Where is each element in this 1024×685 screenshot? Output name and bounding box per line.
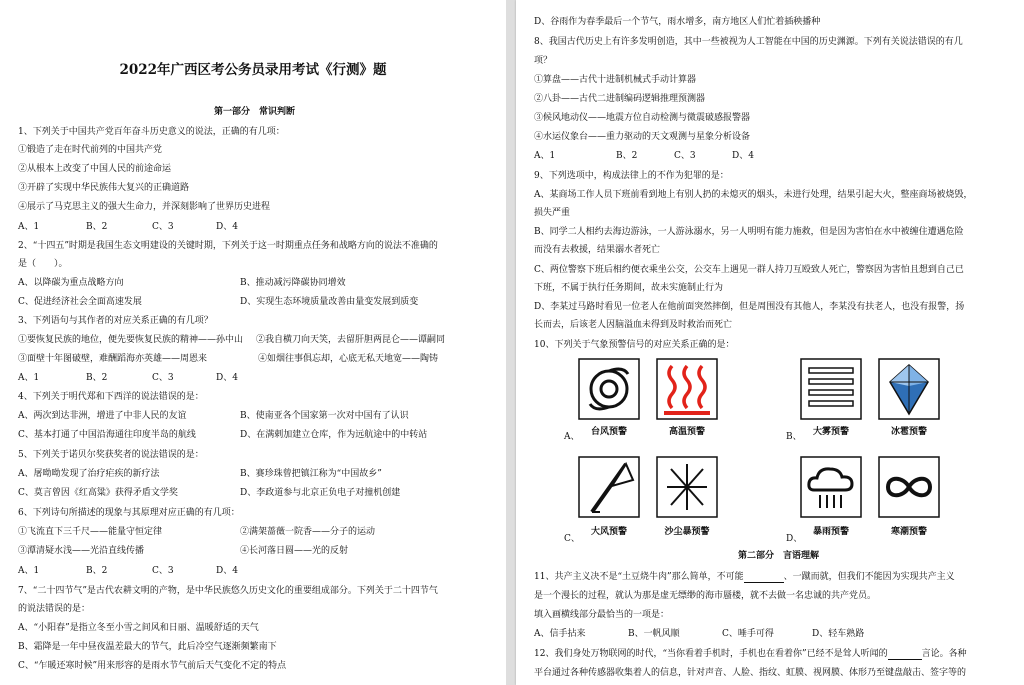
q11-stem	[534, 571, 955, 583]
q6-option-b[interactable]: B、2	[86, 566, 108, 576]
q4-stem: 4、下列关于明代郑和下西洋的说法错误的是：	[18, 392, 204, 402]
q4-option-b[interactable]: B、使南亚各个国家第一次对中国有了认识	[240, 411, 409, 421]
fill-blank[interactable]	[888, 650, 922, 660]
q2-stem: 2、“十四五”时期是我国生态文明建设的关键时期，下列关于这一时期重点任务和战略方向的说法不准确的	[18, 241, 438, 251]
q10-option-b[interactable]: B、	[786, 432, 802, 442]
rainstorm-warning-icon	[800, 456, 862, 518]
q7-stem: 7、“二十四节气”是古代农耕文明的产物，是中华民族悠久历史文化的重要组成部分。下列关于二十四节气	[18, 586, 438, 596]
q3-item: ①要恢复民族的地位，便先要恢复民族的精神——孙中山	[18, 335, 244, 345]
q2-option-d[interactable]: D、实现生态环境质量改善由量变发展到质变	[240, 297, 419, 307]
q9-option-b-cont: 而没有去救援，结果溺水者死亡	[534, 245, 661, 255]
q1-option-b[interactable]: B、2	[86, 222, 108, 232]
q9-option-b[interactable]: B、同学二人相约去海边游泳，一人游泳溺水，另一人明明有能力施救，但是因为害怕在水中被缠住遭遇危险	[534, 227, 964, 237]
q3-option-d[interactable]: D、4	[216, 373, 238, 383]
q2-option-c[interactable]: C、促进经济社会全面高速发展	[18, 297, 142, 307]
q8-item: ③候风地动仪——地震方位自动检测与微震破感报警器	[534, 113, 751, 123]
caption-hail: 冰雹预警	[890, 427, 927, 437]
q4-option-a[interactable]: A、两次到达非洲，增进了中非人民的友谊	[18, 411, 187, 421]
q4-option-c[interactable]: C、基本打通了中国沿海通往印度半岛的航线	[18, 430, 196, 440]
q6-stem: 6、下列诗句所描述的现象与其原理对应正确的有几项：	[18, 508, 240, 518]
q8-stem: 8、我国古代历史上有许多发明创造，其中一些被视为人工智能在中国的历史渊源。下列有关说法错误的有几	[534, 37, 963, 47]
q1-item: ③开辟了实现中华民族伟大复兴的正确道路	[18, 183, 190, 193]
q3-option-b[interactable]: B、2	[86, 373, 108, 383]
section-heading-part2: 第二部分 言语理解	[738, 551, 820, 561]
q10-option-c[interactable]: C、	[564, 534, 580, 544]
q6-option-d[interactable]: D、4	[216, 566, 238, 576]
q9-option-a[interactable]: A、某商场工作人员下班前看到地上有别人扔的未熄灭的烟头，未进行处理，结果引起大火，整座商场被烧毁，	[534, 190, 973, 200]
q2-option-a[interactable]: A、以降碳为重点战略方向	[18, 278, 124, 288]
q3-item: ④如烟往事俱忘却，心底无私天地宽——陶铸	[258, 354, 439, 364]
q8-item: ①算盘——古代十进制机械式手动计算器	[534, 75, 697, 85]
q11-option-b[interactable]: B、一帆风顺	[628, 629, 680, 639]
q10-option-a[interactable]: A、	[564, 432, 580, 442]
section-heading-part1: 第一部分 常识判断	[214, 107, 296, 117]
q1-option-a[interactable]: A、1	[18, 222, 40, 232]
q3-option-c[interactable]: C、3	[152, 373, 174, 383]
q11-stem-cont: 是一个漫长的过程，就认为那是虚无缥缈的海市蜃楼，就不去做一名忠诚的共产党员。	[534, 591, 877, 601]
q9-option-a-cont: 损失严重	[534, 208, 571, 218]
caption-typhoon: 台风预警	[590, 427, 627, 437]
q9-option-c[interactable]: C、两位警察下班后相约便衣乘坐公交，公交车上遇见一群人持刀互殴致人死亡，警察因为害怕且想到自己已	[534, 265, 964, 275]
q6-option-c[interactable]: C、3	[152, 566, 174, 576]
left-page	[0, 0, 506, 685]
q5-stem: 5、下列关于诺贝尔奖获奖者的说法错误的是：	[18, 450, 204, 460]
q11-option-c[interactable]: C、唾手可得	[722, 629, 774, 639]
q1-option-d[interactable]: D、4	[216, 222, 238, 232]
q8-option-d[interactable]: D、4	[732, 151, 754, 161]
q5-option-b[interactable]: B、赛珍珠曾把镇江称为“中国故乡”	[240, 469, 382, 479]
q9-option-d[interactable]: D、李某过马路时看见一位老人在他前面突然摔倒，但是周围没有其他人，李某没有扶老人，也没有报警，扬	[534, 302, 965, 312]
q7-option-c[interactable]: C、“乍暖还寒时候”用来形容的是雨水节气前后天气变化不定的特点	[18, 661, 287, 671]
q8-option-b[interactable]: B、2	[616, 151, 638, 161]
q7-stem-cont: 的说法错误的是：	[18, 604, 91, 614]
q11-option-a[interactable]: A、信手拈来	[534, 629, 586, 639]
caption-cold-wave: 寒潮预警	[890, 527, 927, 537]
q3-option-a[interactable]: A、1	[18, 373, 40, 383]
q12-stem	[534, 648, 967, 660]
fill-blank[interactable]	[744, 573, 784, 583]
q3-item: ③面壁十年图破壁，难酬蹈海亦英雄——周恩来	[18, 354, 208, 364]
q9-option-d-cont: 长而去，后该老人因脑溢血未得到及时救治而死亡	[534, 320, 733, 330]
caption-heat: 高温预警	[668, 427, 705, 437]
q1-item: ②从根本上改变了中国人民的前途命运	[18, 164, 172, 174]
q11-instruction: 填入画横线部分最恰当的一项是：	[534, 610, 670, 620]
q8-item: ④水运仪象台——重力驱动的天文观测与星象分析设备	[534, 132, 751, 142]
q7-option-d[interactable]: D、谷雨作为春季最后一个节气，雨水增多，南方地区人们忙着插秧播种	[534, 17, 821, 27]
q2-option-b[interactable]: B、推动减污降碳协同增效	[240, 278, 346, 288]
q11-stem-part: 、一蹴而就，但我们不能因为实现共产主义	[783, 572, 955, 582]
q9-option-c-cont: 下班，不属于执行任务期间，故未实施制止行为	[534, 283, 724, 293]
page-gutter	[506, 0, 516, 685]
hail-warning-icon	[878, 358, 940, 420]
q8-option-a[interactable]: A、1	[534, 151, 556, 161]
q3-item: ②我自横刀向天笑，去留肝胆两昆仑——谭嗣同	[256, 335, 446, 345]
q5-option-c[interactable]: C、莫言曾因《红高粱》获得矛盾文学奖	[18, 488, 178, 498]
q6-item: ①飞流直下三千尺——能量守恒定律	[18, 527, 163, 537]
q5-option-d[interactable]: D、李政道参与北京正负电子对撞机创建	[240, 488, 401, 498]
q6-item: ④长河落日圆——光的反射	[240, 546, 349, 556]
q8-option-c[interactable]: C、3	[674, 151, 696, 161]
cold-wave-warning-icon	[878, 456, 940, 518]
q5-option-a[interactable]: A、屠呦呦发现了治疗疟疾的新疗法	[18, 469, 160, 479]
q1-option-c[interactable]: C、3	[152, 222, 174, 232]
caption-fog: 大雾预警	[812, 427, 849, 437]
q11-stem-part: 11、共产主义决不是“土豆烧牛肉”那么简单，不可能	[534, 572, 744, 582]
sandstorm-warning-icon	[656, 456, 718, 518]
q12-stem-part: 12、我们身处万物联网的时代，“当你看着手机时，手机也在看着你”已经不是耸人听闻的	[534, 649, 888, 659]
q4-option-d[interactable]: D、在满剌加建立仓库，作为远航途中的中转站	[240, 430, 428, 440]
q12-stem-part: 言论。各种	[921, 649, 967, 659]
caption-sandstorm: 沙尘暴预警	[664, 527, 710, 537]
fog-warning-icon	[800, 358, 862, 420]
q1-stem: 1、下列关于中国共产党百年奋斗历史意义的说法，正确的有几项：	[18, 127, 285, 137]
q10-option-d[interactable]: D、	[786, 534, 803, 544]
heat-warning-icon	[656, 358, 718, 420]
q10-stem: 10、下列关于气象预警信号的对应关系正确的是：	[534, 340, 735, 350]
q8-stem-cont: 项？	[534, 56, 553, 66]
q12-stem-cont: 平台通过各种传感器收集着人的信息，针对声音、人脸、指纹、虹膜、视网膜、体形乃至键盘敲击、签字等的	[534, 668, 967, 678]
q1-item: ④展示了马克思主义的强大生命力，并深刻影响了世界历史进程	[18, 202, 271, 212]
q3-stem: 3、下列语句与其作者的对应关系正确的有几项？	[18, 316, 213, 326]
right-page	[516, 0, 1024, 685]
q9-stem: 9、下列选项中，构成法律上的不作为犯罪的是：	[534, 171, 729, 181]
q6-option-a[interactable]: A、1	[18, 566, 40, 576]
caption-rainstorm: 暴雨预警	[812, 527, 849, 537]
q2-stem-cont: 是（ ）。	[18, 259, 68, 269]
gale-warning-icon	[578, 456, 640, 518]
typhoon-warning-icon	[578, 358, 640, 420]
q6-item: ③潭清疑水浅——光沿直线传播	[18, 546, 145, 556]
exam-title: 2022年广西区考公务员录用考试《行测》题	[119, 62, 387, 78]
q11-option-d[interactable]: D、轻车熟路	[812, 629, 865, 639]
q8-item: ②八卦——古代二进制编码逻辑推理预测器	[534, 94, 706, 104]
q7-option-a[interactable]: A、“小阳春”是指立冬至小雪之间风和日丽、温暖舒适的天气	[18, 623, 259, 633]
q7-option-b[interactable]: B、霜降是一年中昼夜温差最大的节气，此后冷空气逐渐频繁南下	[18, 642, 277, 652]
q1-item: ①锻造了走在时代前列的中国共产党	[18, 145, 163, 155]
caption-gale: 大风预警	[590, 527, 627, 537]
q6-item: ②满架蔷薇一院香——分子的运动	[240, 527, 376, 537]
